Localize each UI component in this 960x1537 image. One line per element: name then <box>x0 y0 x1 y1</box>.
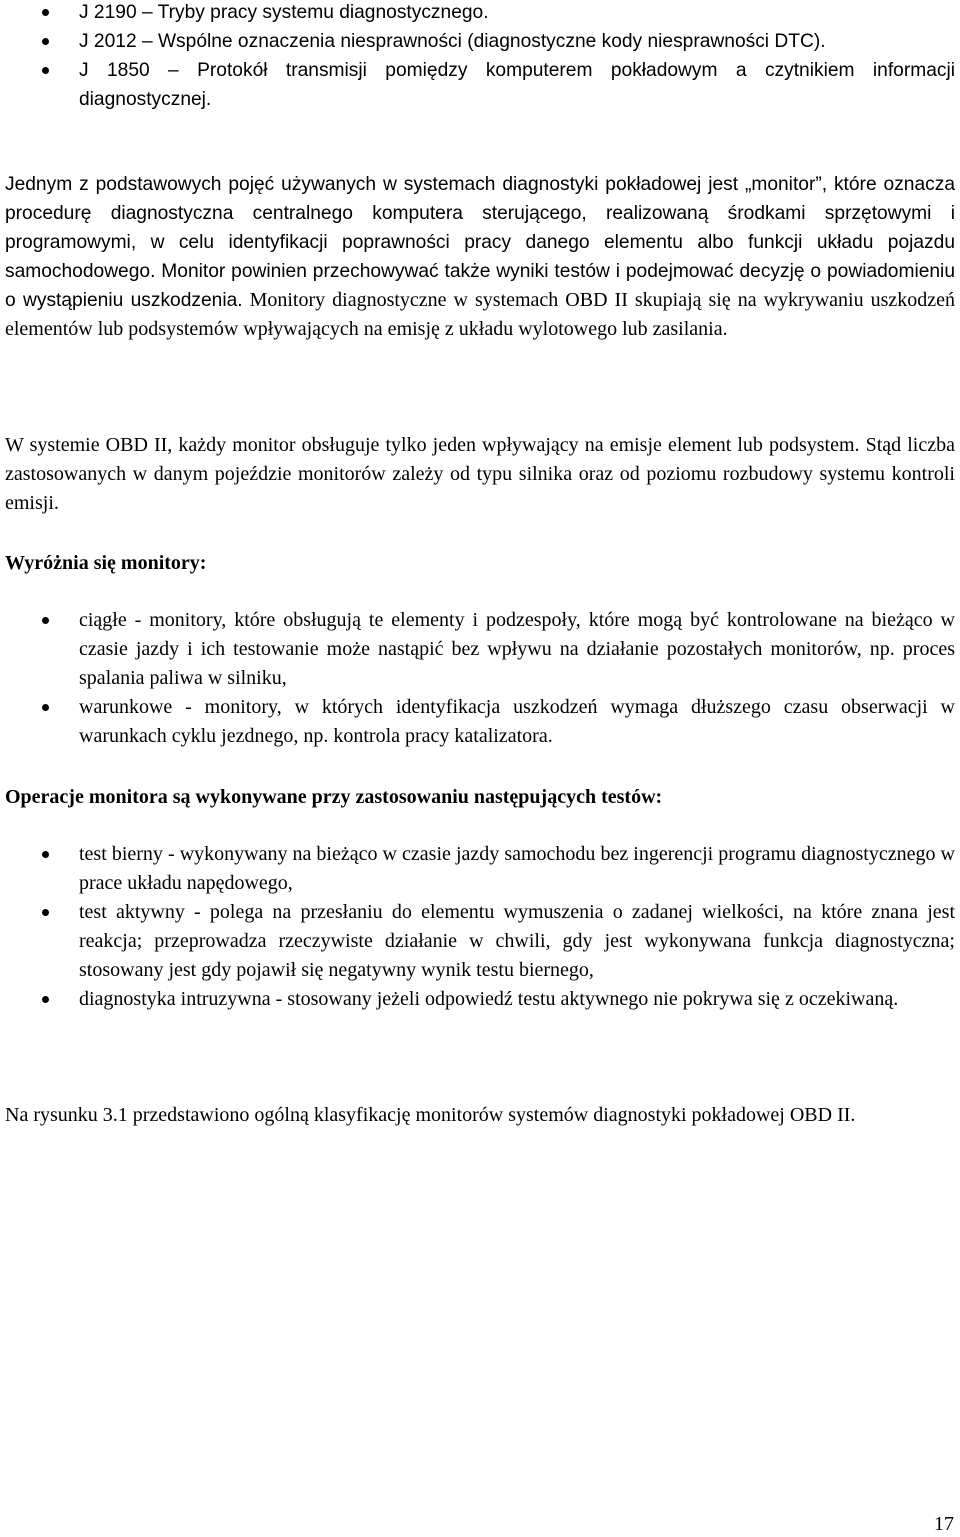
standards-list <box>5 0 955 114</box>
bullet-icon <box>42 704 49 711</box>
bullet-icon <box>42 909 49 916</box>
paragraph-figure-reference <box>5 1101 955 1130</box>
heading-operations: Operacje monitora są wykonywane przy zastosowaniu następujących testów: <box>5 786 663 808</box>
paragraph-monitor-sentence-1: Jednym z podstawowych pojęć używanych w systemach diagnostyki pokładowej jest „monitor”, które oznacza procedurę diagnostyczna centralnego komputera sterującego, realizowaną środkami sprzętowymi i programowymi, w celu identyfikacji poprawności pracy danego elementu albo funkcji układu pojazdu samochodowego. <box>5 174 955 282</box>
bullet-icon <box>42 9 49 16</box>
list-item <box>5 0 955 27</box>
bullet-icon <box>42 38 49 45</box>
bullet-icon <box>42 996 49 1003</box>
list-item-text: J 1850 – Protokół transmisji pomiędzy komputerem pokładowym a czytnikiem informacji diagnostycznej. <box>79 60 955 110</box>
paragraph-monitor-sentence-2: Monitor powinien przechowywać także wyniki testów i podejmować decyzję o powiadomieniu o wystąpieniu uszkodzenia. <box>5 261 955 311</box>
list-item-text: J 2190 – Tryby pracy systemu diagnostycznego. <box>79 2 489 23</box>
list-item <box>5 985 955 1014</box>
bullet-icon <box>42 851 49 858</box>
bullet-icon <box>42 67 49 74</box>
monitor-types-block <box>5 606 955 751</box>
list-item <box>5 606 955 693</box>
list-item <box>5 840 955 898</box>
list-item-text: diagnostyka intruzywna - stosowany jeżeli odpowiedź testu aktywnego nie pokrywa się z oczekiwaną. <box>79 988 899 1010</box>
list-item-text: J 2012 – Wspólne oznaczenia niesprawności (diagnostyczne kody niesprawności DTC). <box>79 31 826 52</box>
list-item-text: warunkowe - monitory, w których identyfikacja uszkodzeń wymaga dłuższego czasu obserwacji w warunkach cyklu jezdnego, np. kontrola pracy katalizatora. <box>79 696 955 747</box>
test-types-list <box>5 840 955 1014</box>
list-item-text: test aktywny - polega na przesłaniu do elementu wymuszenia o zadanej wielkości, na które znana jest reakcja; przeprowadza rzeczywiste działanie w chwili, gdy jest wykonywana funkcja diagnostyczna; stosowany jest gdy pojawił się negatywny wynik testu biernego, <box>79 901 955 981</box>
monitor-types-list <box>5 606 955 751</box>
paragraph-obd-text: W systemie OBD II, każdy monitor obsługuje tylko jeden wpływający na emisje element lub podsystem. Stąd liczba zastosowanych w danym pojeździe monitorów zależy od typu silnika oraz od poziomu rozbudowy systemu kontroli emisji. <box>5 434 955 514</box>
list-item <box>5 898 955 985</box>
paragraph-monitor-definition <box>5 170 955 344</box>
list-item-text: test bierny - wykonywany na bieżąco w czasie jazdy samochodu bez ingerencji programu diagnostycznego w prace układu napędowego, <box>79 843 955 894</box>
bullet-icon <box>42 617 49 624</box>
standards-list-block <box>5 0 955 114</box>
test-types-block <box>5 840 955 1014</box>
list-item <box>5 27 955 56</box>
list-item <box>5 56 955 114</box>
paragraph-obd <box>5 431 955 518</box>
list-item <box>5 693 955 751</box>
heading-monitor-types: Wyróżnia się monitory: <box>5 552 207 574</box>
list-item-text: ciągłe - monitory, które obsługują te elementy i podzespoły, które mogą być kontrolowane na bieżąco w czasie jazdy i ich testowanie może nastąpić bez wpływu na działanie pozostałych monitorów, np. proces spalania paliwa w silniku, <box>79 609 955 689</box>
paragraph-monitor-sentence-3: Monitory diagnostyczne w systemach OBD II skupiają się na wykrywaniu uszkodzeń elementów lub podsystemów wpływających na emisję z układu wylotowego lub zasilania. <box>5 289 955 340</box>
page-number: 17 <box>934 1513 954 1535</box>
paragraph-figure-text: Na rysunku 3.1 przedstawiono ogólną klasyfikację monitorów systemów diagnostyki pokładowej OBD II. <box>5 1104 856 1126</box>
